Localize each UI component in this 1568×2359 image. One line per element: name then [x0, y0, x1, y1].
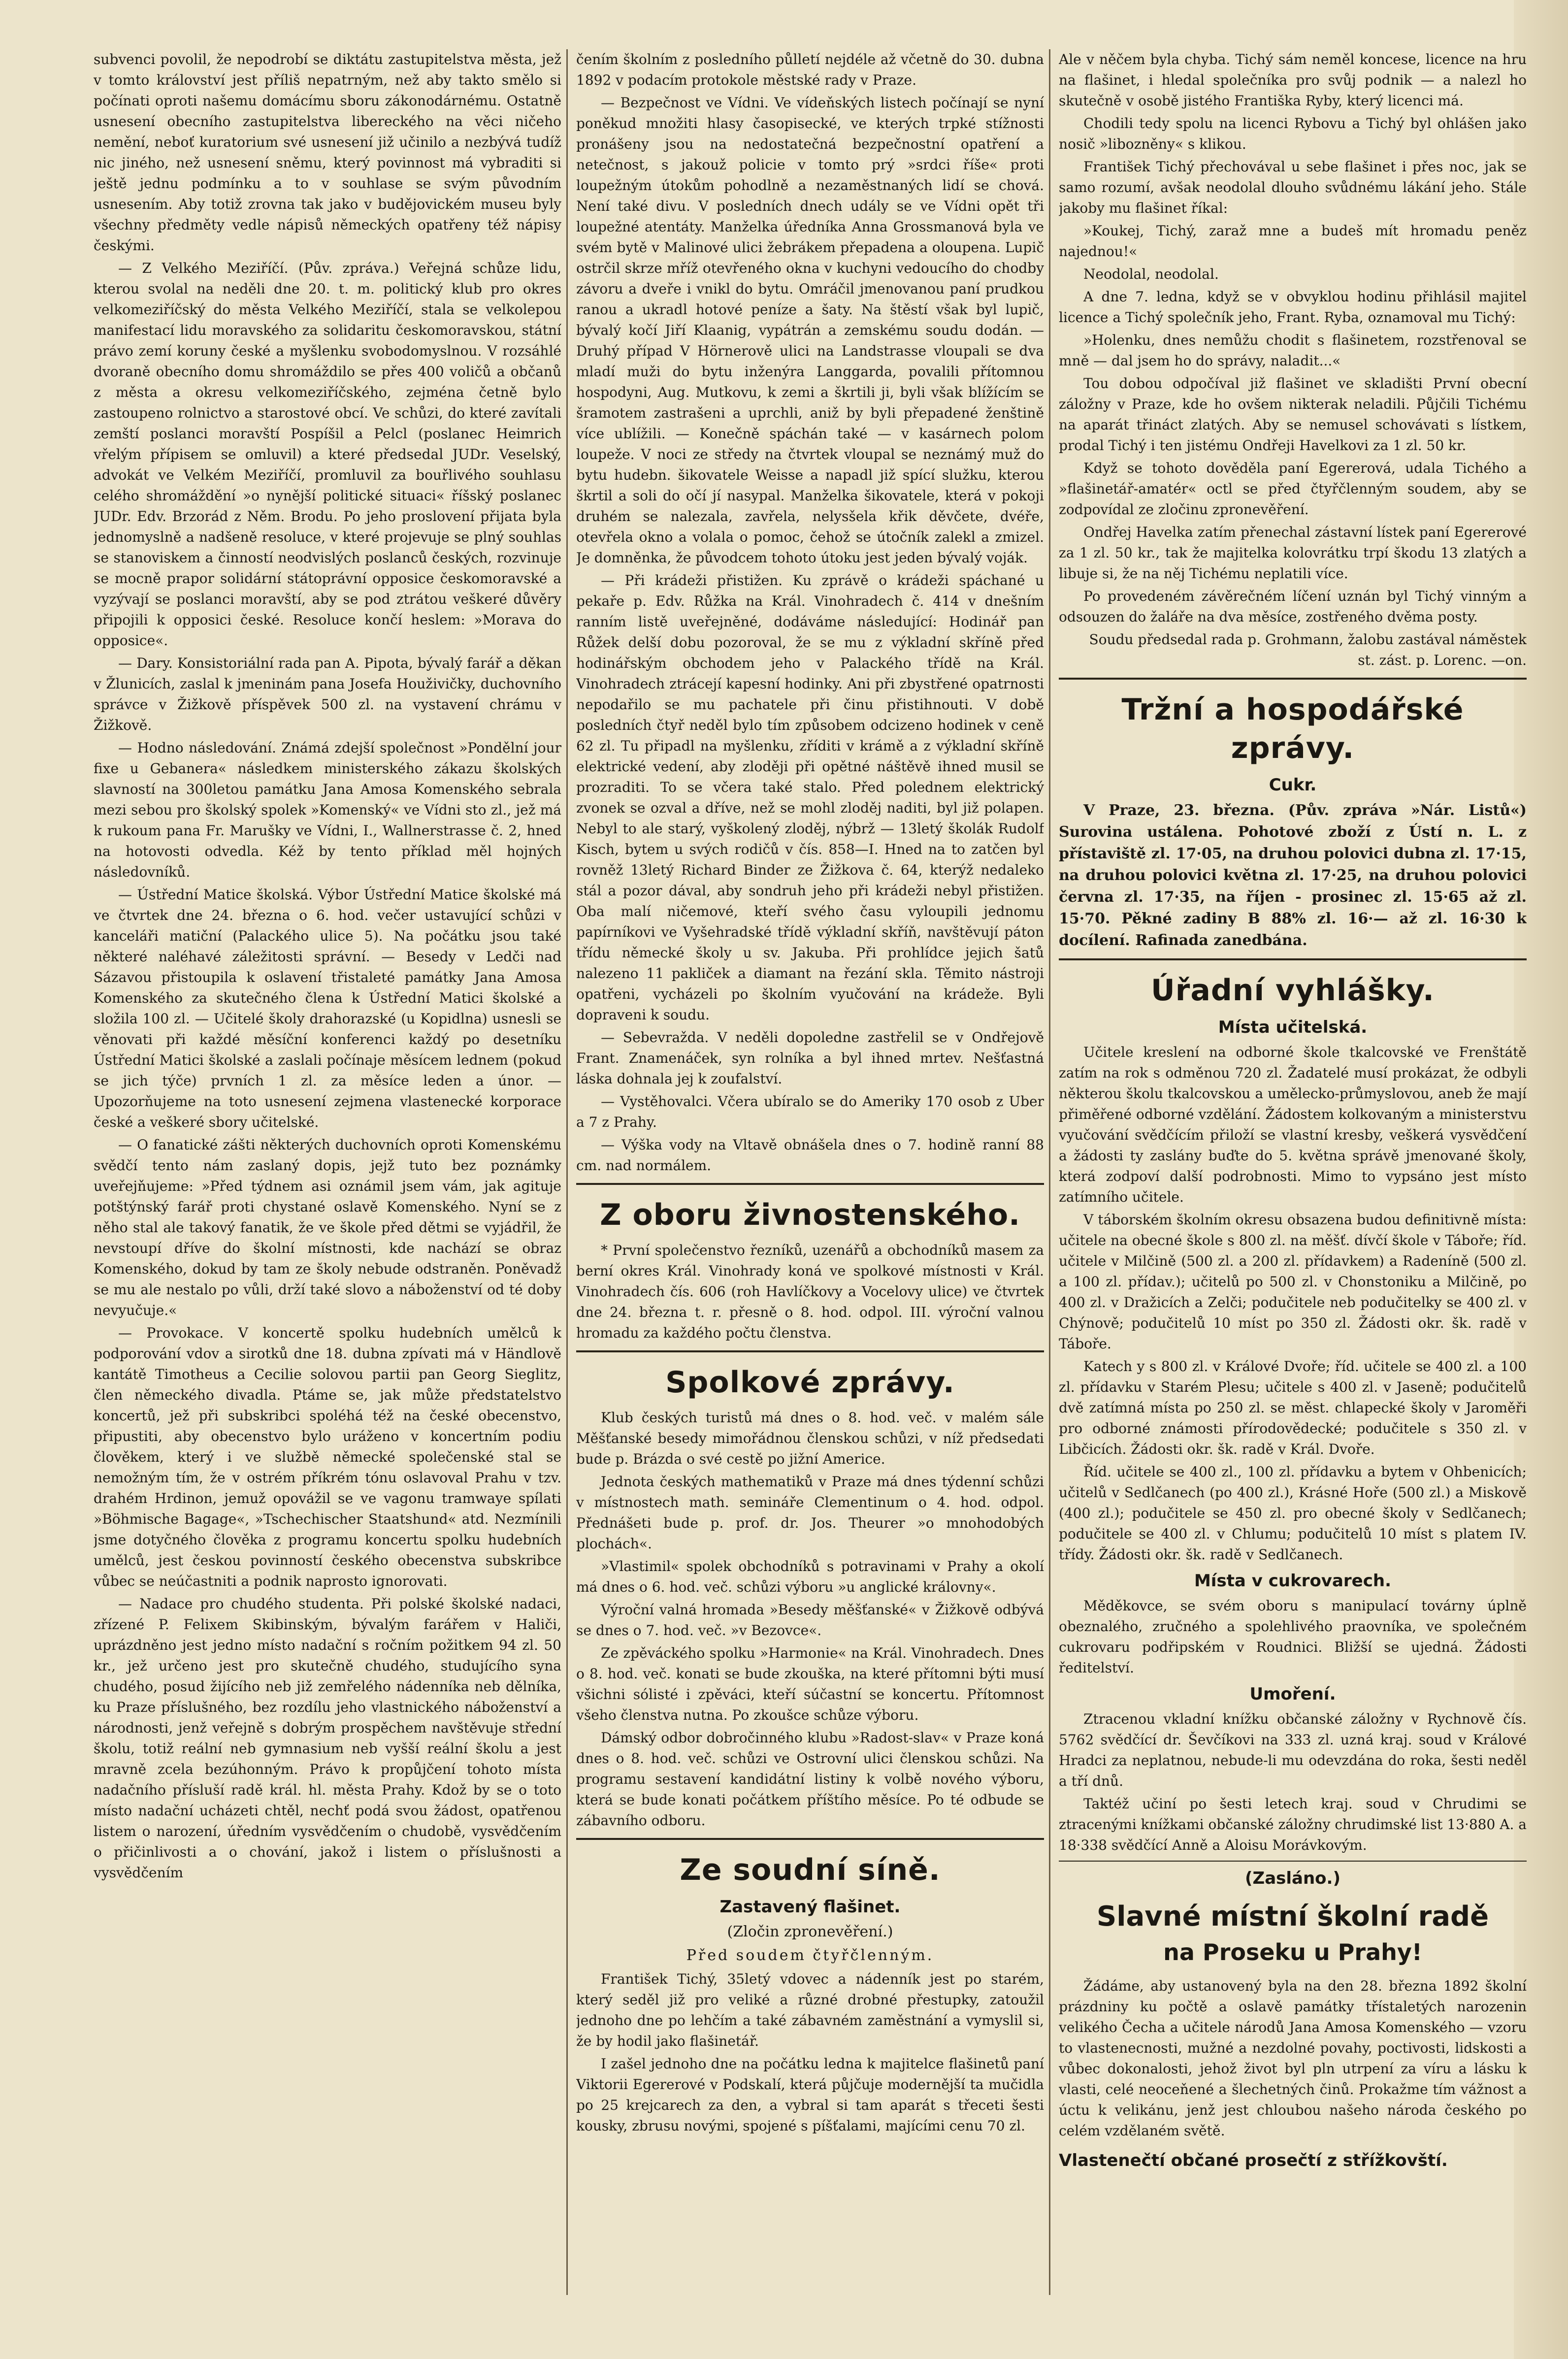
heading-mista-cukrovary: Místa v cukrovarech. — [1194, 1571, 1392, 1591]
paragraph-podripsky: Měděkovce, se svém oboru s manipulací továrny úplně obeznalého, zručného a spolehlivého praovníka, ve společném cukrovaru podřipském v Roudnici. Bližší se ujedná. Žádosti ředitelství. — [1059, 1598, 1527, 1676]
paragraph-rychnov: Ztracenou vkladní knížku občanské záložny v Rychnově čís. 5762 svědčící dr. Ševčíkovi na 333 zl. uzná kraj. soud v Králové Hradci za neplatnou, nebude-li mu odevzdána do roka, šesti neděl a tří dnů. — [1059, 1711, 1527, 1789]
paragraph-quote-koukej: »Koukej, Tichý, zaraž mne a budeš mít hromadu peněz najednou!« — [1059, 223, 1527, 260]
subheading-pred-soudem: Před soudem čtyřčlenným. — [686, 1947, 934, 1964]
paragraph-kral-dvur: Katech y s 800 zl. v Králové Dvoře; říd. učitele se 400 zl. a 100 zl. přídavku v Starém Plesu; učitele s 400 zl. v Jaseně; podučitelů dvě zatímná místa po 250 zl. se měst. chlapecké školy v Jaroměři pro odborné známosti přírodovědecké; podučitele s 350 zl. v Libčicích. Žádosti okr. šk. radě v Král. Dvoře. — [1059, 1358, 1527, 1457]
paragraph-sedlcany: Říd. učitele se 400 zl., 100 zl. přídavku a bytem v Ohbenicích; učitelů v Sedlčanech (po 400 zl.), Krásné Hoře (500 zl.) a Miskově (400 zl.); podučitele se 450 zl. pro obecné školy v Sedlčanech; podučitele se 400 zl. v Chlumu; podučitelů 10 míst s platem IV. třídy. Žádosti okr. šk. radě v Sedlčanech. — [1059, 1464, 1527, 1563]
paragraph-tichy-intro: František Tichý, 35letý vdovec a nádenník jest po starém, který seděl již pro veliké a různé drobné přestupky, zatoužil jednoho dne po lehčím a také zábavném zaměstnání a vymyslil si, že by hodil jako flašinetář. — [576, 1971, 1044, 2049]
heading-zivnostenske: Z oboru živnostenského. — [600, 1198, 1020, 1232]
paragraph-neodolal: Neodolal, neodolal. — [1083, 266, 1219, 282]
paragraph-jednota-mathematiku: Jednota českých mathematiků v Praze má dnes týdenní schůzi v místnostech math. semináře Clementinum o 4. hod. odpol. Přednášeti bude p. prof. dr. Jos. Theurer »o mnohodobých plochách«. — [576, 1474, 1044, 1552]
paragraph-bezpecnost-vidne: — Bezpečnost ve Vídni. Ve vídeňských listech počínají se nyní poněkud množiti hlasy časopisecké, ve kterých trpké stížnosti pronášeny jsou na nedostatečná bezpečnostní opatření a netečnost, s jakouž policie v tomto prý »srdci říše« proti loupežným útokům pohodlně a nezaměstnaných lidí se chová. Není také divu. V posledních dnech udály se ve Vídni opět tři loupežné atentáty. Manželka úředníka Anna Grossmanová byla ve svém bytě v Malinové ulici žebrákem přepadena a oloupena. Lupič ostrčil skrze mříž otevřeného okna v kuchyni vedoucího do chodby závoru a dveře i vnikl do bytu. Omráčil jmenovanou paní prudkou ranou a ukradl hotové peníze a šaty. Na štěstí však byl lupič, bývalý kočí Jiří Klaanig, vypátrán a zemskému soudu dodán. — Druhý případ V Hörnerově ulici na Landstrasse vloupali se dva mladí muži do bytu inženýra Langgarda, povalili přítomnou hospodyni, Aug. Mutkovu, k zemi a škrtili ji, byli však blížícím se šramotem zastrašeni a uprchli, aniž by byli přepadené ženštině více ublížili. — Konečně spáchán také — v kasárnech polom loupeže. V noci ze středy na čtvrtek vloupal se neznámý muž do bytu hudebn. šikovatele Weisse a napadl již spící služku, kterou škrtil a soli do očí jí nasypal. Manželka šikovatele, která v pokoji druhém se nalezala, zavřela, nelysšela křik děvčete, dvéře, otevřela okno a volala o pomoc, čehož se útočník zalekl a zmizel. Je domněnka, že původcem tohoto útoku jest jeden bývalý voják. — [576, 95, 1044, 566]
paragraph-vyska-vody: — Výška vody na Vltavě obnášela dnes o 7. hodině ranní 88 cm. nad normálem. — [576, 1137, 1044, 1174]
column-left — [94, 49, 561, 2295]
paragraph-fanaticka-zast: — O fanatické zášti některých duchovních oproti Komenskému svědčí tento nám zaslaný dopis, jejž tuto bez poznámky uveřejňujeme: »Před týdnem asi oznámil jsem vám, jak agituje potštýnský farář proti chystané oslavě Komenského. Nyní se z něho stal ale takový fanatik, že ve škole před dětmi se vyjádřil, že nevstoupí dříve do školní místnosti, kde nachází se obraz Komenského, dokud by tam ze školy nebude odstraněn. Poněvadž se mu ale nestalo po vůli, drží také slovo a náboženství od té doby nevyučuje.« — [94, 1137, 561, 1318]
paragraph-ustredni-matice: — Ústřední Matice školská. Výbor Ústřední Matice školské má ve čtvrtek dne 24. března o 6. hod. večer ustavující schůzi v kanceláři matiční (Palackého ulice 5). Na počátku jsou také některé naléhavé záležitosti správní. — Besedy v Ledči nad Sázavou přistoupila k oslavení třistaleté památky Jana Amosa Komenského za skutečného člena k Ústřední Matici školské a složila 100 zl. — Učitelé školy drahorazské (u Kopidlna) usnesli se věnovati při každé měsíční konferenci každý po desetníku Ústřední Matici školské a zaslali počínaje měsícem lednem (pokud se jich týče) prvních 1 zl. za měsíce leden a únor. — Upozorňujeme na toto usnesení zejmena vlastenecké korporace české a veškeré sbory učitelské. — [94, 886, 561, 1130]
paragraph-sebevrazda: — Sebevražda. V neděli dopoledne zastřelil se v Ondřejově Frant. Znamenáček, syn rolníka a byl ihned mrtev. Nešťastná láska dohnala jej k zoufalství. — [576, 1029, 1044, 1087]
signature-vlastenecti-obcane: Vlastenečtí občané prosečtí z střížkovští. — [1059, 2151, 1448, 2170]
paragraph-vystehovalci: — Vystěhovalci. Včera ubíralo se do Ameriky 170 osob z Uber a 7 z Prahy. — [576, 1093, 1044, 1130]
paragraph-beseda-mestanska: Výroční valná hromada »Besedy měšťanské« v Žižkově odbývá se dnes o 7. hod. več. »v Bezovce«. — [576, 1602, 1044, 1638]
paragraph-verdict: Po provedeném závěrečném líčení uznán byl Tichý vinným a odsouzen do žaláře na dva měsíce, zostřeného dvěma posty. — [1059, 588, 1527, 625]
heading-soudni-sin: Ze soudní síně. — [680, 1853, 941, 1887]
column-middle — [576, 49, 1044, 2295]
paragraph-court-chair: Soudu předsedal rada p. Grohmann, žalobu zastával náměstek st. zást. p. Lorenc. —on. — [1089, 631, 1527, 668]
heading-cukr: Cukr. — [1269, 775, 1317, 795]
heading-zaslano: (Zasláno.) — [1245, 1868, 1340, 1888]
paragraph-chrudim: Taktéž učiní po šesti letech kraj. soud v Chrudimi se ztracenými knížkami občanské záložny chrudimské list 13·880 A. a 18·338 svědčící Anně a Aloisu Morávkovým. — [1059, 1796, 1527, 1853]
paragraph-museum-inscriptions: subvenci povolil, že nepodrobí se diktátu zastupitelstva města, jež v tomto království jest příliš nepatrným, než aby takto smělo si počínati oproti našemu domácímu sboru zákonodárnému. Ostatně usnesení obecního zastupitelstva libereckého na věci ničeho nemění, neboť kuratorium své usnesení již učinilo a nezbývá tudíž nic jiného, než usnesení sněmu, který povinnost má vybraditi si ještě jednu podmínku a to v souhlase se svým původním usnesením. Aby totiž zrovna tak jako v budějovickém museu byly všechny předměty vedle nápisů německých opatřeny též nápisy českými. — [94, 51, 561, 254]
heading-uradni-vyhlasky: Úřadní vyhlášky. — [1151, 973, 1435, 1008]
paragraph-continuation: čením školním z posledního půlletí nejdéle až včetně do 30. dubna 1892 v podacím protokole městské rady v Praze. — [576, 51, 1044, 88]
heading-umoreni: Umoření. — [1249, 1684, 1336, 1704]
paragraph-7-ledna: A dne 7. ledna, když se v obvyklou hodinu přihlásil majitel licence a Tichý společník jeho, Frant. Ryba, oznamoval mu Tichý: — [1059, 289, 1527, 326]
section-divider — [576, 1350, 1044, 1352]
section-divider — [576, 1183, 1044, 1185]
heading-slavne-skolni-rade: Slavné místní školní radě — [1096, 1900, 1489, 1933]
heading-zastaveny-flasinet: Zastavený flašinet. — [719, 1897, 901, 1917]
section-divider — [576, 1838, 1044, 1840]
paragraph-tabor: V táborském školním okresu obsazena budou definitivně místa: učitele na obecné škole s 800 zl. na měšť. dívčí škole v Táboře; říd. učitele v Milčině (500 zl. a 200 zl. přídavkem) a Radeníně (500 zl. a 100 zl. přídav.); učitelů po 500 zl. v Chonstoniku a Milčině, po 400 zl. v Dražicích a Zelči; podučitele neb podučitelky se 400 zl. v Chýnově; podučitelů 10 míst po 350 zl. Žádosti okr. šk. radě v Táboře. — [1059, 1212, 1527, 1352]
subheading-zlocin: (Zločin zpronevěření.) — [727, 1923, 893, 1940]
paragraph-dary: — Dary. Konsistoriální rada pan A. Pipota, bývalý farář a děkan v Žlunicích, zaslal k jmeninám pana Josefa Houživičky, duchovního správce v Žižkově příspěvek 500 zl. na vystavení chrámu v Žižkově. — [94, 655, 561, 733]
column-rule-2 — [1049, 49, 1050, 2295]
heading-trzni-zpravy: Tržní a hospodářské zprávy. — [1121, 692, 1464, 765]
paragraph-havelka: Ondřej Havelka zatím přenechal zástavní lístek paní Egererové za 1 zl. 50 kr., tak že majitelka kolovrátku trpí škodu 13 zlatých a libuje si, že na něj Tichému neplatili více. — [1059, 524, 1527, 582]
paragraph-chyba: Ale v něčem byla chyba. Tichý sám neměl koncese, licence na hru na flašinet, i hledal společníka pro svůj podnik — a nalezl ho skutečně v osobě jistého Františka Ryby, který licenci má. — [1059, 51, 1527, 109]
paragraph-reznici: * První společenstvo řezníků, uzenářů a obchodníků masem za berní okres Král. Vinohrady koná ve spolkové místnosti v Král. Vinohradech čís. 606 (roh Havlíčkovy a Vocelovy ulice) ve čtvrtek dne 24. března t. r. přesně o 8. hod. odpol. III. výroční valnou hromadu za každého počtu členstva. — [576, 1242, 1044, 1341]
heading-spolkove-zpravy: Spolkové zprávy. — [665, 1365, 955, 1400]
paragraph-zalozna: Tou dobou odpočíval již flašinet ve skladišti První obecní záložny v Praze, kde ho ovšem nikterak neladili. Půjčili Tichému na aparát třináct zlatých. Aby se nemusel schovávati s lístkem, prodal Tichý i ten jistému Ondřeji Havelkovi za 1 zl. 50 kr. — [1059, 375, 1527, 454]
column-right — [1059, 49, 1527, 2295]
column-rule-1 — [566, 49, 568, 2295]
heading-na-proseku: na Proseku u Prahy! — [1163, 1939, 1422, 1966]
paragraph-tichy-egererova: I zašel jednoho dne na počátku ledna k majitelce flašinetů paní Viktorii Egererové v Podskalí, která půjčuje modernější ta mučidla po 25 krejcarech za den, a vybral si tam aparát s třeceti šesti kousky, zbrusu novými, spojené s píšťalami, majícími cenu 70 zl. — [576, 2056, 1044, 2134]
paragraph-klub-turistu: Klub českých turistů má dnes o 8. hod. več. v malém sále Měšťanské besedy mimořádnou členskou schůzi, v níž předsedati bude p. Brázda o své cestě po jižní Americe. — [576, 1409, 1044, 1467]
paragraph-vlastimil: »Vlastimil« spolek obchodníků s potravinami v Prahy a okolí má dnes o 6. hod. več. schůzi výboru »u anglické královny«. — [576, 1558, 1044, 1595]
paragraph-pri-kradezi: — Při krádeži přistižen. Ku zprávě o krádeži spáchané u pekaře p. Edv. Růžka na Král. Vinohradech č. 414 v dnešním ranním listě uveřejněné, dodáváme následující: Hodinář pan Růžek delší dobu pozoroval, že se mu z výkladní skříně před hodinářským obchodem jeho v Palackého třídě na Král. Vinohradech ztrácejí kapesní hodinky. Ani při zbystřené opatrnosti nepodařilo se mu pachatele při činu přistihnouti. V době posledních čtyř neděl bylo tím způsobem odcizeno hodinek v ceně 62 zl. Tu připadl na myšlenku, zříditi v krámě a z výkladní skříně elektrické vedení, aby zloději při opětné náštěvě ihned musil se prozraditi. To se včera také stalo. Před polednem elektrický zvonek se ozval a dříve, než se mohl zloděj naditi, byl již polapen. Nebyl to ale starý, vyškolený zloděj, nýbrž — 13letý školák Rudolf Kisch, bytem u svých rodičů v čís. 858—I. Hned na to zatčen byl rovněž 13letý Richard Binder ze Žižkova č. 64, kterýž nedaleko stál a pozor dával, aby sondruh jeho při krádeži nebyl přistižen. Oba malí ničemové, kteří svého času vyloupili jednomu papírníkovi ve Vyšehradské třídě výkladní skříň, navštěvují páton třídu německé školy u sv. Jakuba. Při prohlídce jejich šatů nalezeno 11 pakliček a diamant na řezání skla. Těmito nástroji opatřeni, vycházeli po školním vyučování na krádeže. Byli dopraveni k soudu. — [576, 572, 1044, 1023]
paragraph-quote-holenku: »Holenku, dnes nemůžu chodit s flašinetem, rozstřenoval se mně — dal jsem ho do správy, naladit...« — [1059, 332, 1527, 369]
paragraph-prechovaval: František Tichý přechovával u sebe flašinet i přes noc, jak se samo rozumí, avšak neodolal dlouho svůdnému lákání jeho. Stále jakoby mu flašinet říkal: — [1059, 159, 1527, 216]
paragraph-frenstat: Učitele kreslení na odborné škole tkalcovské ve Frenštátě zatím na rok s odměnou 720 zl. Žadatelé musí prokázat, že odbyli některou školu tkalcovskou a umělecko-průmyslovou, aneb že mají přiměřené odborné vzdělání. Žádostem kolkovaným a ministerstvu vyučování svědčícím přiloží se vlastní kresby, veškerá vysvědčení a žádosti ty zaslány buďte do 5. května správě jmenované školy, která zodpoví další podrobnosti. Mimo to vypsáno jest místo zatímního učitele. — [1059, 1044, 1527, 1205]
paragraph-egererova-udala: Když se tohoto dověděla paní Egererová, udala Tichého a »flašinetář-amatér« octl se před čtyřčlenným soudem, aby se zodpovídal ze zločinu zpronevěření. — [1059, 460, 1527, 518]
paragraph-velke-mezirici: — Z Velkého Meziříčí. (Pův. zpráva.) Veřejná schůze lidu, kterou svolal na neděli dne 20. t. m. politický klub pro okres velkomeziříčský do města Velkého Meziříčí, stala se velkolepou manifestací lidu moravského za solidaritu českomoravskou, státní právo zemí koruny české a myšlenku svobodomyslnou. V rozsáhlé dvoraně obecního domu shromáždilo se přes 400 voličů a občanů z města a okresu velkomeziříčského, zejména četně bylo zastoupeno rolnictvo a starostové obcí. Ve schůzi, do které zavítali zemští poslanci moravští Pospíšil a Pelcl (poslanec Heimrich vřelým přípisem se omluvil) a které předsedal JUDr. Veselský, advokát ve Velkém Meziříčí, promluvil za bouřlivého souhlasu celého shromáždění »o nynější politické situaci« říšský poslanec JUDr. Edv. Brzorád z Něm. Brodu. Po jeho proslovení přijata byla jednomyslně a nadšeně resoluce, v které projevuje se plný souhlas se stanoviskem a činností neodvislých poslanců českých, rozvinuje se mocně prapor solidární státoprávní opposice českomoravské a vyzývají se poslanci moravští, aby se pod ztrátou veškeré důvěry připojili k opposici české. Resoluce končí heslem: »Morava do opposice«. — [94, 260, 561, 649]
paragraph-harmonie: Ze zpěváckého spolku »Harmonie« na Král. Vinohradech. Dnes o 8. hod. več. konati se bude zkouška, na které přítomni býti musí všichni sólisté i zpěváci, kteří súčastní se koncertu. Přítomnost všeho členstva nutna. Po zkoušce schůze výboru. — [576, 1645, 1044, 1723]
section-divider — [1059, 678, 1527, 680]
paragraph-sugar-prices: V Praze, 23. března. (Pův. zpráva »Nár. Listů«) Surovina ustálena. Pohotové zboží z Ústí n. L. z přístaviště zl. 17·05, na druhou polovici dubna zl. 17·15, na druhou polovici května zl. 17·25, na druhou polovici června zl. 17·35, na říjen - prosinec zl. 15·65 až zl. 15·70. Pěkné zadiny B 88% zl. 16·— až zl. 16·30 k docílení. Rafinada zanedbána. — [1059, 802, 1527, 949]
paragraph-hodno-nasledovani: — Hodno následování. Známá zdejší společnost »Pondělní jour fixe u Gebanera« následkem ministerského zákazu školských slavností na 300letou památku Jana Amosa Komenského sebrala mezi sebou pro školský spolek »Komenský« ve Vídni sto zl., jež má k rukoum pana Fr. Marušky ve Vídni, I., Wallnerstrasse č. 2, hned na hotovosti odvedla. Kéž by tento příklad měl hojných následovníků. — [94, 740, 561, 880]
paragraph-radostslav: Dámský odbor dobročinného klubu »Radost-slav« v Praze koná dnes o 8. hod. več. schůzi ve Ostrovní ulici členskou schůzi. Na programu sestavení kandidátní listiny k volbě nového výboru, která se bude konati počátkem příštího měsíce. Po té odbude se zábavního odboru. — [576, 1730, 1044, 1829]
paragraph-provokace: — Provokace. V koncertě spolku hudebních umělců k podporování vdov a sirotků dne 18. dubna zpívati má v Händlově kantátě Timotheus a Cecilie solovou partii pan Georg Sieglitz, člen německého divadla. Ptáme se, jak může předstatelstvo koncertů, jež při subskribci spoléhá též na české obecenstvo, připustiti, aby obecenstvo bylo uráženo v koncertním podiu člověkem, který i ve službě německé společenské stal se nemožným tím, že v ostrém příkrém tónu oslavoval Prahu v tzv. drahém Hrdinon, jemuž opovážil se ve vagonu tramwaye spílati »Böhmische Bagage«, »Tschechischer Staatshund« atd. Nezmínili jsme dotyčného člověka z programu koncertu spolku hudebních umělců, jest českou povinností českého obecenstva subskribce vůbec se neúčastniti a podnik naprosto ignorovati. — [94, 1325, 561, 1589]
paragraph-zadame: Žádáme, aby ustanovený byla na den 28. března 1892 školní prázdniny ku počtě a oslavě památky třístaletých narozenin velikého Čecha a učitele národů Jana Amosa Komenského — vzoru to vlastenecnosti, mužné a nezdolné povahy, poctivosti, lidskosti a vůbec dokonalosti, jehož život byl pln utrpení za víru a lásku k vlasti, celé neoceňené a šlechetných činů. Prokažme tím vážnost a úctu k velikánu, jenž jest chloubou našeho národa českého po celém vzdělaném světě. — [1059, 1978, 1527, 2139]
section-divider — [1059, 958, 1527, 960]
section-divider — [1059, 1861, 1527, 1862]
heading-mista-ucitelska: Místa učitelská. — [1218, 1017, 1368, 1037]
paragraph-licence: Chodili tedy spolu na licenci Rybovu a Tichý byl ohlášen jako nosič »libozněny« s klikou. — [1059, 115, 1527, 152]
paragraph-nadace-student: — Nadace pro chudého studenta. Při polské školské nadaci, zřízené P. Felixem Skibinským, bývalým farářem v Haliči, uprázdněno jest jedno místo nadační s ročním požitkem 94 zl. 50 kr., jež určeno jest pro skutečně chudého, studujícího syna chudého, posud žijícího neb již zemřelého nádenníka neb dělníka, ku Praze příslušného, bez rozdílu jeho vlastnického náboženství a národnosti, jenž veřejně s dobrým prospěchem navštěvuje střední školu, totiž reální neb gymnasium neb vyšší reální školu a jest mravně zcela bezúhonným. Právo k propůjčení tohoto místa nadačního přísluší radě král. hl. města Prahy. Kdož by se o toto místo nadační ucházeti chtěl, nechť podá svou žádost, opatřenou listem o narození, úředním vysvědčením o chudobě, vysvědčením o přičinlivosti a o chování, jakož i listem o příslušnosti a vysvědčením — [94, 1596, 561, 1881]
